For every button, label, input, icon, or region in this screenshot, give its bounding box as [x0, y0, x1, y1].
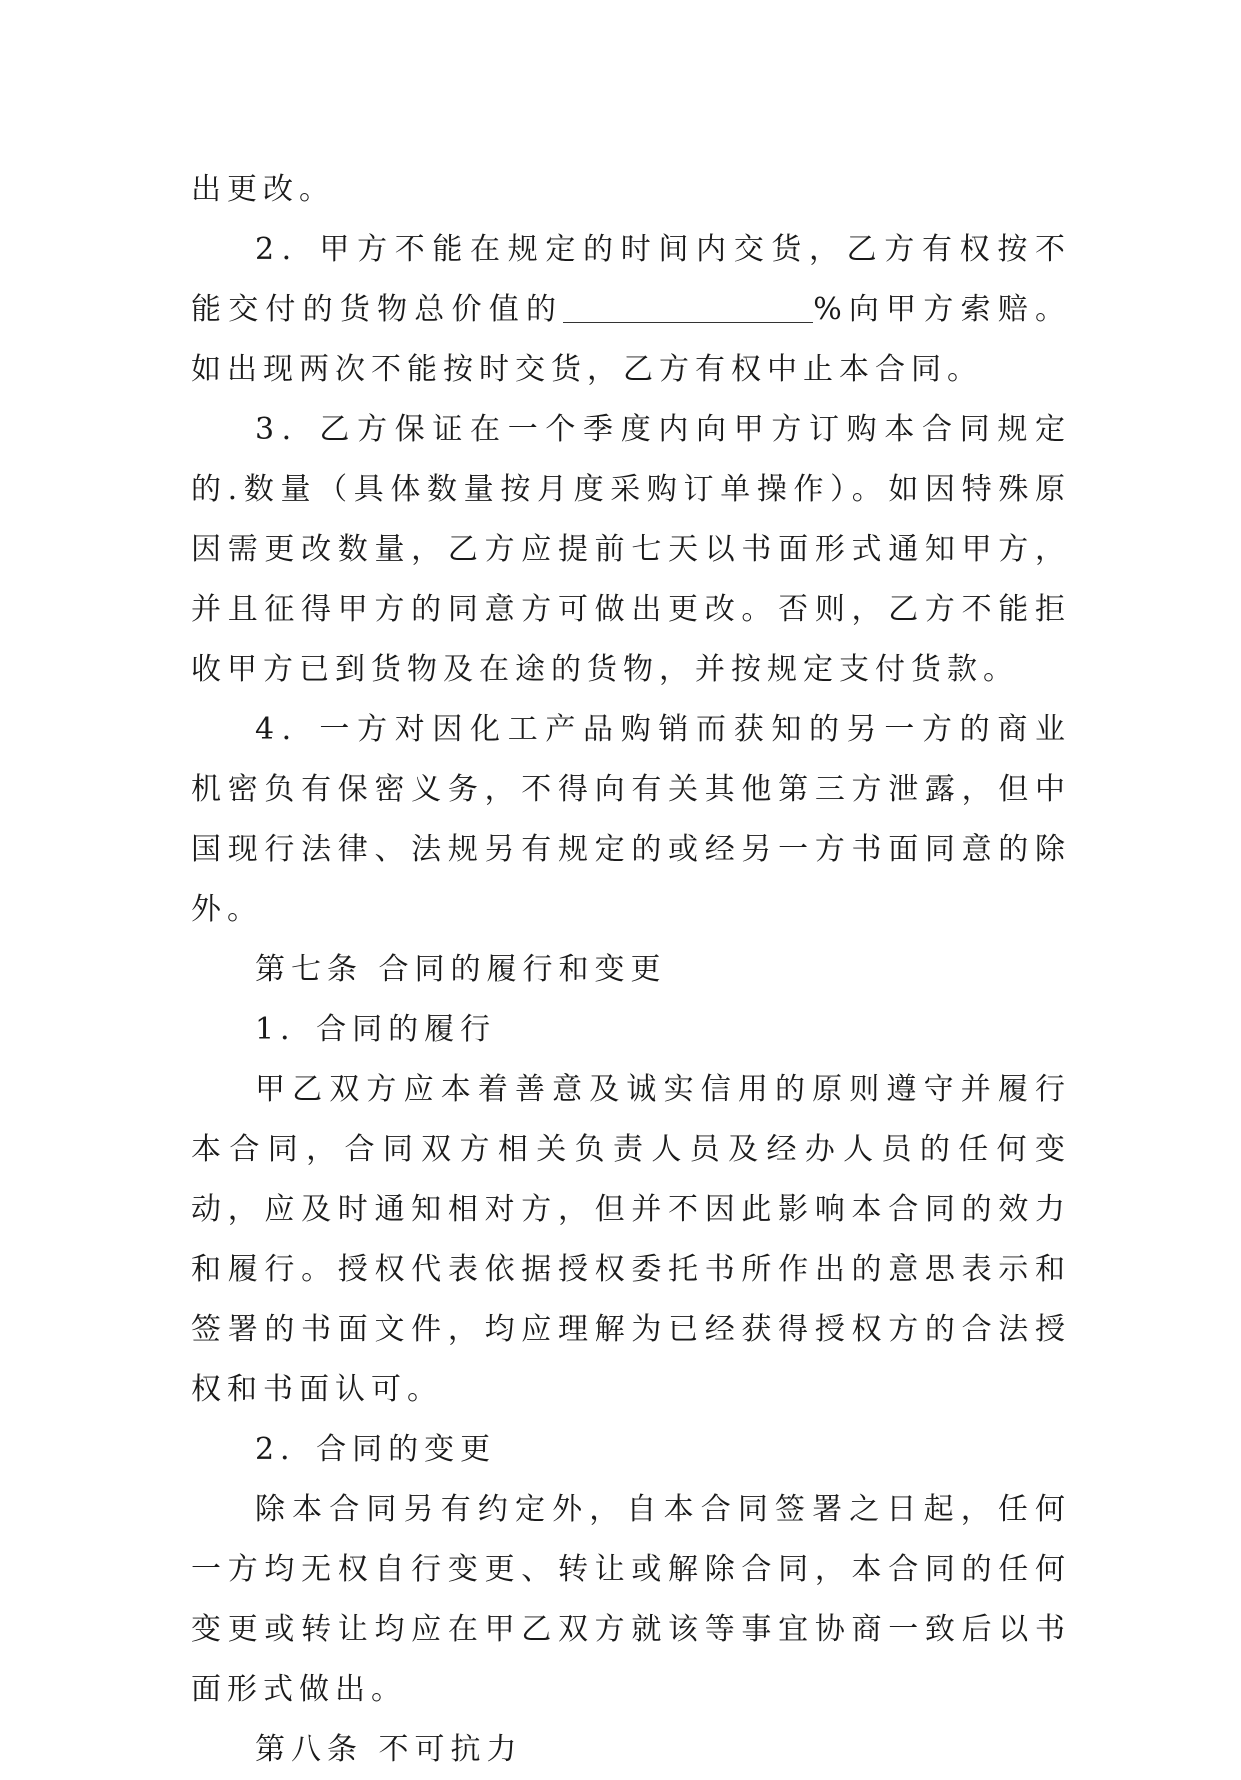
paragraph-4: 4．一方对因化工产品购销而获知的另一方的商业机密负有保密义务，不得向有关其他第三方泄露，但中国现行法律、法规另有规定的或经另一方书面同意的除外。: [191, 712, 1071, 927]
paragraph-2: [191, 220, 1071, 400]
paragraph-2-before-blank: 2．甲方不能在规定的时间内交货，乙方有权按不能交付的货物总价值的: [191, 232, 1071, 327]
paragraph-2-after-blank: %向甲方索赔。如出现两次不能按时交货，乙方有权中止本合同。: [191, 292, 1071, 387]
section-heading-article-8: 第八条 不可抗力: [255, 1732, 523, 1767]
paragraph-performance: 甲乙双方应本着善意及诚实信用的原则遵守并履行本合同，合同双方相关负责人员及经办人员的任何变动，应及时通知相对方，但并不因此影响本合同的效力和履行。授权代表依据授权委托书所作出的意思表示和签署的书面文件，均应理解为已经获得授权方的合法授权和书面认可。: [191, 1072, 1071, 1407]
subheading-performance: 1．合同的履行: [255, 1012, 497, 1047]
paragraph-1: 出更改。: [191, 172, 335, 207]
fill-in-blank: [563, 292, 813, 323]
paragraph-3: 3．乙方保证在一个季度内向甲方订购本合同规定的.数量（具体数量按月度采购订单操作）。如因特殊原因需更改数量，乙方应提前七天以书面形式通知甲方，并且征得甲方的同意方可做出更改。否则，乙方不能拒收甲方已到货物及在途的货物，并按规定支付货款。: [191, 412, 1071, 687]
subheading-modification: 2．合同的变更: [255, 1432, 497, 1467]
section-heading-article-7: 第七条 合同的履行和变更: [255, 952, 667, 987]
paragraph-modification: 除本合同另有约定外，自本合同签署之日起，任何一方均无权自行变更、转让或解除合同，本合同的任何变更或转让均应在甲乙双方就该等事宜协商一致后以书面形式做出。: [191, 1492, 1071, 1707]
document-body: [191, 160, 1071, 1780]
